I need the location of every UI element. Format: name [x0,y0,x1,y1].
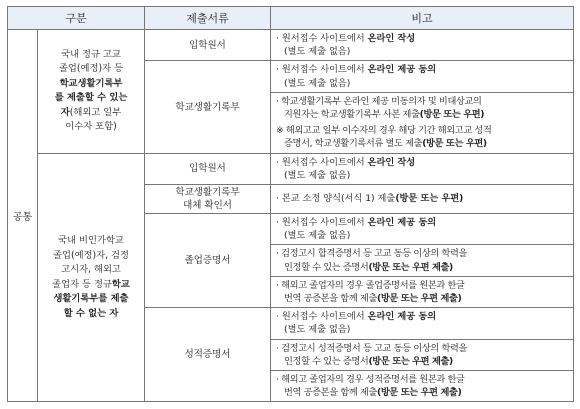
note-online-consent-grade: · 원서접수 사이트에서 온라인 제공 동의 (별도 제출 없음) [271,308,574,339]
category-common: 공통 [8,30,38,402]
header-documents: 제출서류 [145,7,271,30]
note-form1: · 본교 소정 양식(서식 1) 제출(방문 또는 우편) [271,185,574,214]
doc-record-substitute: 학교생활기록부 대체 확인서 [145,185,271,214]
header-category: 구분 [8,7,145,30]
note-ged-graduation: · 검정고시 합격증명서 등 고교 동등 이상의 학력을 인정할 수 있는 증명서(방문 또는 우편 제출) [271,245,574,276]
note-online-consent-grad: · 원서접수 사이트에서 온라인 제공 동의 (별도 제출 없음) [271,214,574,245]
doc-admission-form: 입학원서 [145,30,271,61]
table-row [8,153,574,184]
doc-school-record: 학교생활기록부 [145,61,271,153]
note-overseas-grade: · 해외고 졸업자의 경우 성적증명서를 원본과 한글 번역 공증본을 함께 제출(방문 또는 우편 제출) [271,371,574,402]
document-submission-table [7,6,574,402]
note-ged-grade: · 검정고시 성적증명서 등 고교 동등 이상의 학력을 인정할 수 있는 증명서(방문 또는 우편 제출) [271,339,574,370]
note-online-consent: · 원서접수 사이트에서 온라인 제공 동의 (별도 제출 없음) [271,61,574,92]
doc-admission-form-2: 입학원서 [145,153,271,184]
header-remarks: 비고 [271,7,574,30]
group-record-unavailable: 국내 비인가학교 졸업(예정)자, 검정 고시자, 해외고 졸업자 등 정규학교 생활기록부를 제출 할 수 없는 자 [38,153,145,402]
doc-grade-cert: 성적증명서 [145,308,271,402]
table-header-row [8,7,574,30]
note-overseas-graduation: · 해외고 졸업자의 경우 졸업증명서를 원본과 한글 번역 공증본을 함께 제출(방문 또는 우편 제출) [271,276,574,307]
note-online-write-2: · 원서접수 사이트에서 온라인 작성 (별도 제출 없음) [271,153,574,184]
doc-graduation-cert: 졸업증명서 [145,214,271,308]
table-row [8,30,574,61]
group-record-available: 국내 정규 고교 졸업(예정)자 등 학교생활기록부 를 제출할 수 있는 자(해외고 일부 이수자 포함) [38,30,145,154]
note-online-write: · 원서접수 사이트에서 온라인 작성 (별도 제출 없음) [271,30,574,61]
note-record-copy: · 학교생활기록부 온라인 제공 미동의자 및 비대상교의 지원자는 학교생활기록부 사본 제출(방문 또는 우편) ※ 해외고교 일부 이수자의 경우 해당 기간 해외고교 성적 증명서, 학교생활기록서류 별도 제출(방문 또는 우편) [271,92,574,153]
